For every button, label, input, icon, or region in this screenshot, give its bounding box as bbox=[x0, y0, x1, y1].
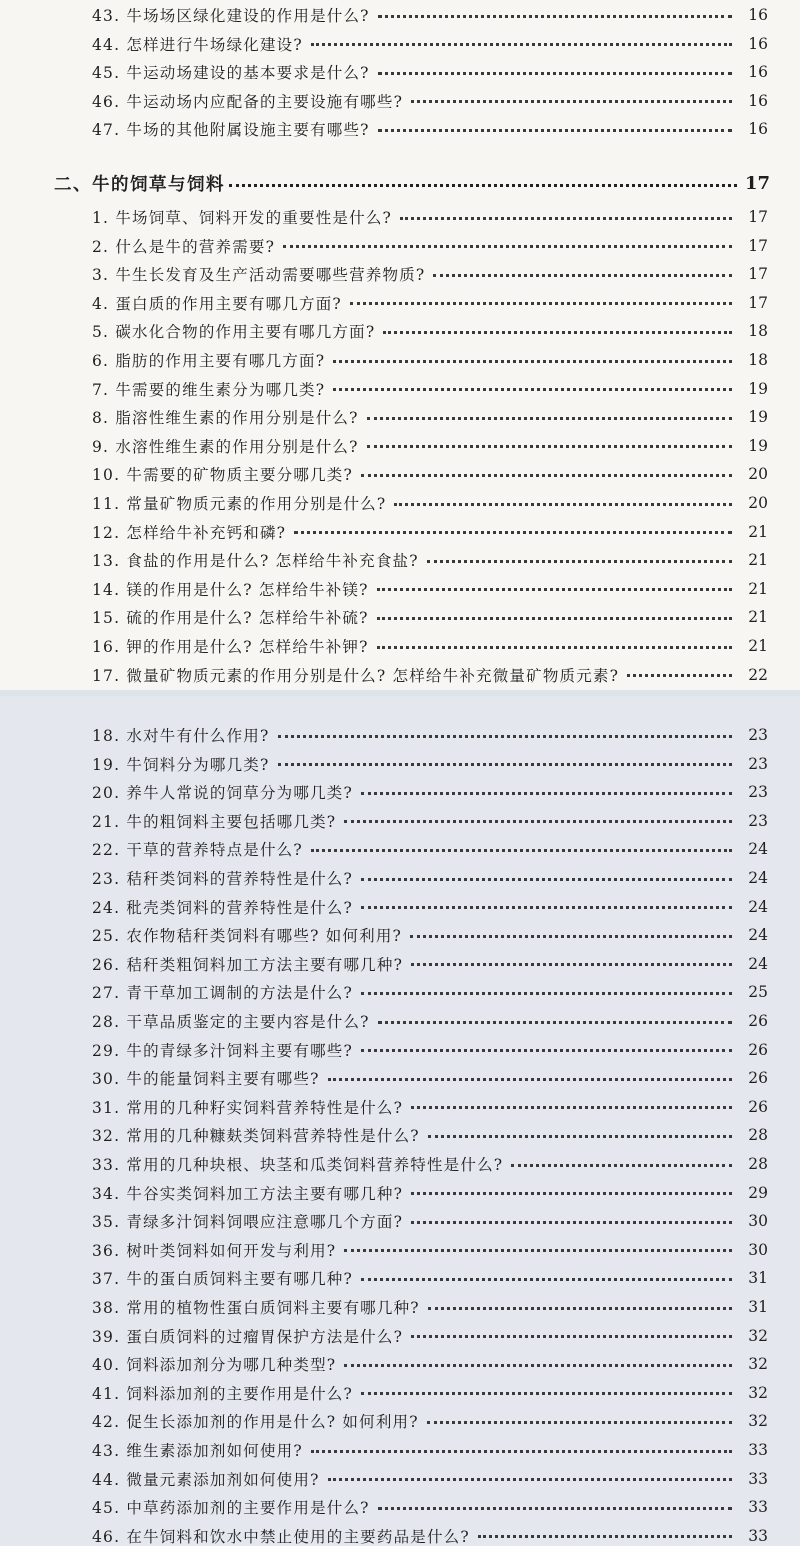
toc-entry bbox=[92, 1494, 768, 1520]
toc-entry-page-number: 25 bbox=[748, 983, 768, 1002]
toc-entry-page-number: 17 bbox=[748, 293, 768, 312]
toc-entry bbox=[92, 1237, 768, 1263]
toc-entry-title: 7. 牛需要的维生素分为哪几类? bbox=[92, 380, 326, 399]
toc-entry-title: 39. 蛋白质饲料的过瘤胃保护方法是什么? bbox=[92, 1327, 404, 1346]
toc-entry-title: 23. 秸秆类饲料的营养特性是什么? bbox=[92, 870, 353, 888]
toc-entry-page-number: 21 bbox=[748, 579, 768, 598]
toc-entry bbox=[92, 951, 768, 977]
dot-leader bbox=[400, 217, 732, 220]
toc-entry-title: 36. 树叶类饲料如何开发与利用? bbox=[92, 1241, 337, 1260]
dot-leader bbox=[333, 360, 732, 363]
dot-leader bbox=[378, 129, 732, 132]
toc-entry-page-number: 22 bbox=[748, 665, 768, 684]
toc-entry-page-number: 32 bbox=[748, 1326, 768, 1345]
dot-leader bbox=[511, 1164, 732, 1167]
toc-entry-title: 43. 牛场场区绿化建设的作用是什么? bbox=[92, 7, 370, 25]
dot-leader bbox=[377, 617, 732, 620]
toc-entry bbox=[92, 865, 768, 891]
toc-entry bbox=[92, 1122, 768, 1148]
dot-leader bbox=[328, 1078, 732, 1081]
toc-entry bbox=[92, 1294, 768, 1320]
toc-entry bbox=[92, 1466, 768, 1492]
dot-leader bbox=[378, 72, 732, 75]
toc-entry-page-number: 28 bbox=[748, 1126, 768, 1145]
toc-entry-page-number: 33 bbox=[748, 1526, 768, 1545]
toc-entry-page-number: 26 bbox=[748, 1012, 768, 1030]
toc-entry bbox=[92, 318, 768, 344]
toc-entry bbox=[92, 1380, 768, 1406]
dot-leader bbox=[361, 1278, 732, 1281]
toc-entry-title: 2. 什么是牛的营养需要? bbox=[92, 237, 276, 256]
dot-leader bbox=[344, 1249, 732, 1252]
toc-page-bottom bbox=[0, 696, 800, 1546]
toc-entry-page-number: 18 bbox=[748, 322, 768, 341]
toc-entry bbox=[92, 1037, 768, 1063]
toc-entry-title: 8. 脂溶性维生素的作用分别是什么? bbox=[92, 409, 359, 428]
toc-entry bbox=[92, 233, 768, 259]
dot-leader bbox=[367, 445, 732, 448]
dot-leader bbox=[311, 849, 732, 852]
toc-entry-page-number: 21 bbox=[748, 637, 768, 655]
toc-entry-page-number: 21 bbox=[748, 522, 768, 541]
toc-entry bbox=[92, 1408, 768, 1434]
dot-leader bbox=[433, 274, 732, 277]
toc-entry-title: 27. 青干草加工调制的方法是什么? bbox=[92, 984, 353, 1003]
toc-entry-title: 19. 牛饲料分为哪几类? bbox=[92, 755, 270, 774]
toc-entry-page-number: 17 bbox=[748, 265, 768, 284]
dot-leader bbox=[411, 963, 732, 966]
dot-leader bbox=[361, 878, 732, 881]
toc-entry-page-number: 19 bbox=[748, 436, 768, 455]
toc-entry-title: 46. 在牛饲料和饮水中禁止使用的主要药品是什么? bbox=[92, 1527, 470, 1546]
dot-leader bbox=[378, 1021, 732, 1024]
toc-entry-title: 4. 蛋白质的作用主要有哪几方面? bbox=[92, 294, 342, 313]
toc-entry bbox=[92, 376, 768, 402]
toc-entry-title: 44. 微量元素添加剂如何使用? bbox=[92, 1470, 320, 1489]
toc-entry-title: 15. 硫的作用是什么? 怎样给牛补硫? bbox=[92, 609, 369, 628]
toc-entry-title: 44. 怎样进行牛场绿化建设? bbox=[92, 35, 303, 54]
dot-leader bbox=[411, 1335, 732, 1338]
toc-entry bbox=[92, 1323, 768, 1349]
dot-leader bbox=[411, 1106, 732, 1109]
dot-leader bbox=[278, 763, 733, 766]
toc-entry-title: 20. 养牛人常说的饲草分为哪几类? bbox=[92, 784, 353, 803]
toc-entry-page-number: 31 bbox=[748, 1298, 768, 1316]
toc-entry-page-number: 32 bbox=[748, 1383, 768, 1402]
toc-entry-title: 16. 钾的作用是什么? 怎样给牛补钾? bbox=[92, 638, 369, 656]
toc-entry bbox=[92, 461, 768, 487]
dot-leader bbox=[311, 1450, 732, 1453]
toc-entry-page-number: 24 bbox=[748, 926, 768, 945]
dot-leader bbox=[394, 503, 732, 506]
toc-entry bbox=[92, 604, 768, 630]
dot-leader bbox=[361, 906, 732, 909]
toc-entry-title: 25. 农作物秸秆类饲料有哪些? 如何利用? bbox=[92, 927, 403, 946]
toc-entry-page-number: 26 bbox=[748, 1040, 768, 1059]
toc-entry-page-number: 18 bbox=[748, 351, 768, 369]
toc-entry-title: 17. 微量矿物质元素的作用分别是什么? 怎样给牛补充微量矿物质元素? bbox=[92, 666, 620, 685]
toc-entry bbox=[92, 1437, 768, 1463]
toc-entry-page-number: 33 bbox=[748, 1469, 768, 1488]
toc-entry bbox=[92, 979, 768, 1005]
toc-entry-page-number: 24 bbox=[748, 954, 768, 973]
dot-leader bbox=[367, 417, 732, 420]
dot-leader bbox=[229, 184, 737, 187]
toc-entry-page-number: 16 bbox=[748, 63, 768, 81]
toc-entry-title: 1. 牛场饲草、饲料开发的重要性是什么? bbox=[92, 209, 393, 227]
dot-leader bbox=[411, 1192, 732, 1195]
toc-entry bbox=[92, 779, 768, 805]
toc-entry-page-number: 19 bbox=[748, 408, 768, 427]
toc-entry bbox=[92, 404, 768, 430]
toc-entry bbox=[92, 894, 768, 920]
dot-leader bbox=[333, 388, 732, 391]
toc-entry bbox=[92, 633, 768, 659]
toc-entry-title: 31. 常用的几种籽实饲料营养特性是什么? bbox=[92, 1098, 404, 1117]
toc-entry-title: 34. 牛谷实类饲料加工方法主要有哪几种? bbox=[92, 1184, 404, 1203]
toc-entry bbox=[92, 1523, 768, 1546]
toc-entry bbox=[92, 836, 768, 862]
dot-leader bbox=[411, 1221, 732, 1224]
dot-leader bbox=[427, 1421, 732, 1424]
toc-entry bbox=[92, 1208, 768, 1234]
toc-entry-title: 5. 碳水化合物的作用主要有哪几方面? bbox=[92, 323, 376, 342]
toc-entry-page-number: 23 bbox=[748, 754, 768, 773]
toc-entry-page-number: 17 bbox=[748, 208, 768, 226]
dot-leader bbox=[350, 302, 732, 305]
toc-entry bbox=[92, 519, 768, 545]
toc-entry-page-number: 24 bbox=[748, 869, 768, 887]
toc-entry-title: 10. 牛需要的矿物质主要分哪几类? bbox=[92, 466, 353, 485]
dot-leader bbox=[311, 43, 732, 46]
dot-leader bbox=[428, 1307, 732, 1310]
toc-entry bbox=[92, 576, 768, 602]
toc-entry bbox=[92, 31, 768, 57]
toc-entry bbox=[92, 1351, 768, 1377]
dot-leader bbox=[294, 531, 732, 534]
dot-leader bbox=[361, 474, 732, 477]
toc-entry-title: 14. 镁的作用是什么? 怎样给牛补镁? bbox=[92, 580, 369, 599]
dot-leader bbox=[378, 1507, 732, 1510]
toc-entry-title: 22. 干草的营养特点是什么? bbox=[92, 841, 303, 860]
toc-entry-page-number: 26 bbox=[748, 1069, 768, 1088]
toc-entry bbox=[92, 1008, 768, 1034]
dot-leader bbox=[627, 674, 732, 677]
toc-entry-title: 43. 维生素添加剂如何使用? bbox=[92, 1442, 303, 1460]
toc-entry-page-number: 33 bbox=[748, 1498, 768, 1517]
toc-entry-title: 11. 常量矿物质元素的作用分别是什么? bbox=[92, 495, 387, 513]
toc-entry-title: 47. 牛场的其他附属设施主要有哪些? bbox=[92, 121, 370, 139]
toc-entry bbox=[92, 1151, 768, 1177]
toc-entry-title: 26. 秸秆类粗饲料加工方法主要有哪几种? bbox=[92, 955, 404, 974]
toc-entry bbox=[92, 547, 768, 573]
toc-entry bbox=[92, 1094, 768, 1120]
dot-leader bbox=[344, 820, 732, 823]
toc-entry-page-number: 33 bbox=[748, 1441, 768, 1459]
dot-leader bbox=[378, 15, 732, 18]
toc-entry bbox=[92, 433, 768, 459]
toc-entry-title: 45. 牛运动场建设的基本要求是什么? bbox=[92, 64, 370, 82]
toc-entry bbox=[92, 922, 768, 948]
toc-entry bbox=[92, 116, 768, 142]
toc-entry bbox=[92, 722, 768, 748]
dot-leader bbox=[427, 560, 732, 563]
toc-entry bbox=[92, 751, 768, 777]
dot-leader bbox=[383, 331, 732, 334]
toc-entry-page-number: 16 bbox=[748, 91, 768, 110]
toc-page-top bbox=[0, 0, 800, 690]
toc-entry-page-number: 21 bbox=[748, 551, 768, 570]
toc-entry-title: 35. 青绿多汁饲料饲喂应注意哪几个方面? bbox=[92, 1213, 404, 1232]
dot-leader bbox=[478, 1535, 732, 1538]
dot-leader bbox=[361, 1392, 732, 1395]
toc-entry bbox=[92, 1265, 768, 1291]
toc-entry-title: 21. 牛的粗饲料主要包括哪几类? bbox=[92, 812, 337, 831]
toc-entry bbox=[92, 490, 768, 516]
toc-entry bbox=[92, 2, 768, 28]
toc-entry bbox=[92, 204, 768, 230]
toc-entry bbox=[92, 1065, 768, 1091]
dot-leader bbox=[377, 588, 732, 591]
toc-entry-page-number: 16 bbox=[748, 6, 768, 24]
toc-entry-title: 9. 水溶性维生素的作用分别是什么? bbox=[92, 437, 359, 456]
toc-entry-page-number: 20 bbox=[748, 494, 768, 512]
dot-leader bbox=[411, 100, 732, 103]
toc-entry-page-number: 16 bbox=[748, 120, 768, 138]
toc-entry bbox=[92, 808, 768, 834]
dot-leader bbox=[328, 1478, 732, 1481]
toc-entry-page-number: 28 bbox=[748, 1155, 768, 1173]
section-title: 二、牛的饲草与饲料 bbox=[54, 174, 225, 195]
dot-leader bbox=[361, 1049, 732, 1052]
dot-leader bbox=[283, 245, 732, 248]
dot-leader bbox=[344, 1364, 732, 1367]
toc-entry-title: 41. 饲料添加剂的主要作用是什么? bbox=[92, 1384, 353, 1403]
toc-entry-page-number: 16 bbox=[748, 34, 768, 53]
toc-entry-page-number: 32 bbox=[748, 1355, 768, 1374]
toc-entry-page-number: 31 bbox=[748, 1269, 768, 1288]
toc-entry-title: 38. 常用的植物性蛋白质饲料主要有哪几种? bbox=[92, 1299, 420, 1317]
toc-entry bbox=[92, 290, 768, 316]
section-heading bbox=[54, 166, 770, 200]
toc-entry-page-number: 20 bbox=[748, 465, 768, 484]
toc-entry-page-number: 24 bbox=[748, 840, 768, 859]
toc-entry-page-number: 17 bbox=[748, 236, 768, 255]
toc-entry-page-number: 30 bbox=[748, 1212, 768, 1231]
toc-entry-page-number: 21 bbox=[748, 608, 768, 627]
toc-entry bbox=[92, 662, 768, 688]
toc-entry-page-number: 23 bbox=[748, 726, 768, 744]
toc-entry-page-number: 24 bbox=[748, 897, 768, 916]
toc-entry-title: 6. 脂肪的作用主要有哪几方面? bbox=[92, 352, 326, 370]
toc-entry bbox=[92, 88, 768, 114]
toc-entry-page-number: 26 bbox=[748, 1097, 768, 1116]
dot-leader bbox=[278, 735, 733, 738]
toc-entry-page-number: 23 bbox=[748, 811, 768, 830]
dot-leader bbox=[361, 992, 732, 995]
toc-entry-title: 3. 牛生长发育及生产活动需要哪些营养物质? bbox=[92, 266, 426, 285]
toc-entry-page-number: 32 bbox=[748, 1412, 768, 1431]
toc-entry-title: 33. 常用的几种块根、块茎和瓜类饲料营养特性是什么? bbox=[92, 1156, 504, 1174]
toc-entry-page-number: 29 bbox=[748, 1183, 768, 1202]
dot-leader bbox=[377, 646, 732, 649]
toc-entry-title: 28. 干草品质鉴定的主要内容是什么? bbox=[92, 1013, 370, 1031]
toc-entry-title: 12. 怎样给牛补充钙和磷? bbox=[92, 523, 287, 542]
section-page-number: 17 bbox=[744, 172, 770, 194]
toc-entry-title: 37. 牛的蛋白质饲料主要有哪几种? bbox=[92, 1270, 353, 1289]
dot-leader bbox=[361, 792, 732, 795]
toc-entry-title: 29. 牛的青绿多汁饲料主要有哪些? bbox=[92, 1041, 353, 1060]
toc-entry-title: 18. 水对牛有什么作用? bbox=[92, 727, 270, 745]
toc-entry-title: 32. 常用的几种糠麸类饲料营养特性是什么? bbox=[92, 1127, 420, 1146]
toc-entry-title: 45. 中草药添加剂的主要作用是什么? bbox=[92, 1499, 370, 1518]
toc-entry-title: 24. 秕壳类饲料的营养特性是什么? bbox=[92, 898, 353, 917]
toc-entry-title: 13. 食盐的作用是什么? 怎样给牛补充食盐? bbox=[92, 552, 419, 571]
toc-entry bbox=[92, 261, 768, 287]
toc-entry-title: 46. 牛运动场内应配备的主要设施有哪些? bbox=[92, 92, 404, 111]
toc-entry-title: 42. 促生长添加剂的作用是什么? 如何利用? bbox=[92, 1413, 419, 1432]
toc-entry-page-number: 23 bbox=[748, 783, 768, 802]
toc-entry-page-number: 19 bbox=[748, 379, 768, 398]
toc-entry-title: 30. 牛的能量饲料主要有哪些? bbox=[92, 1070, 320, 1089]
dot-leader bbox=[410, 935, 732, 938]
toc-entry bbox=[92, 347, 768, 373]
dot-leader bbox=[428, 1135, 732, 1138]
toc-entry bbox=[92, 59, 768, 85]
toc-entry bbox=[92, 1180, 768, 1206]
toc-entry-title: 40. 饲料添加剂分为哪几种类型? bbox=[92, 1356, 337, 1375]
toc-entry-page-number: 30 bbox=[748, 1240, 768, 1259]
